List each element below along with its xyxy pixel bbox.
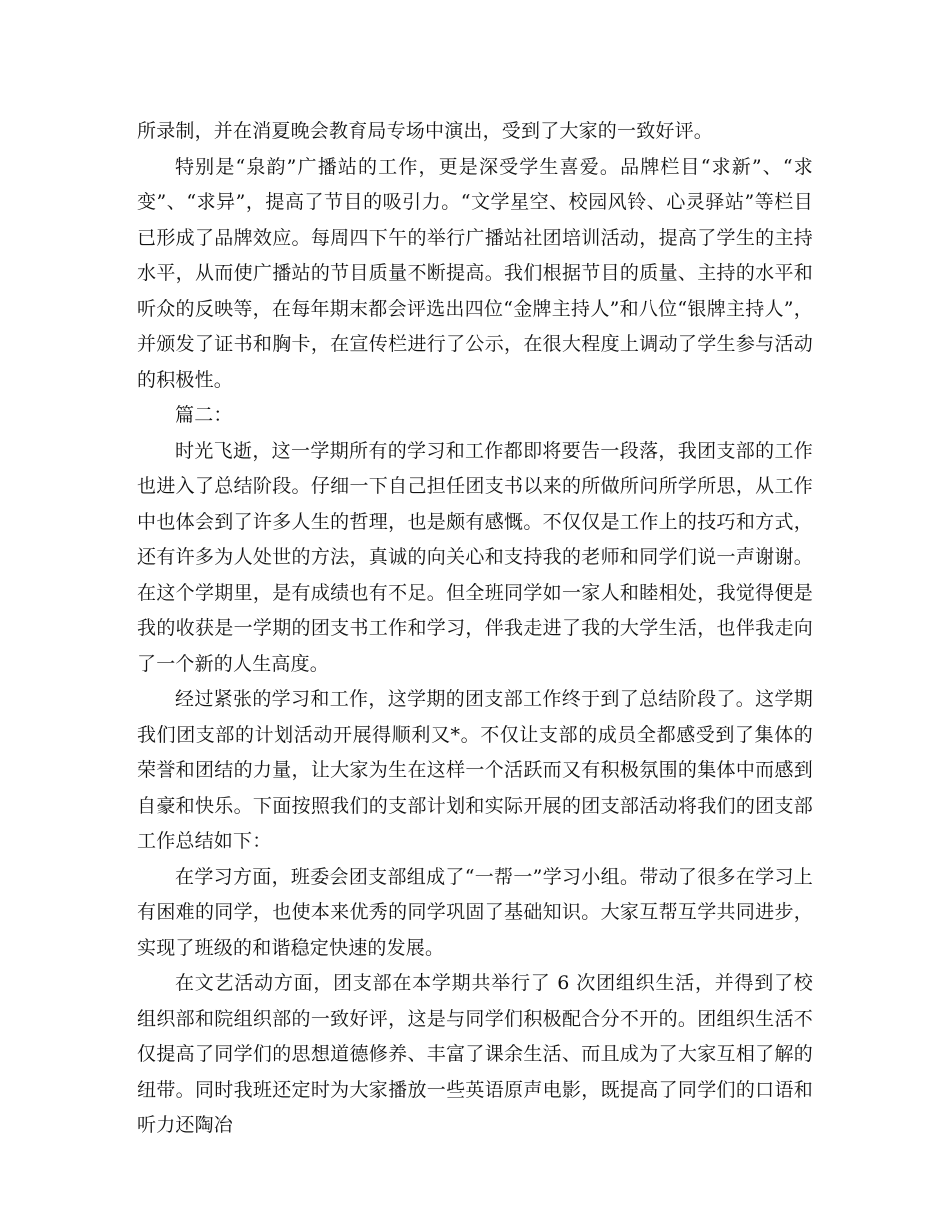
document-body: [137, 114, 813, 1144]
paragraph-arts-activities: 在文艺活动方面，团支部在本学期共举行了 6 次团组织生活，并得到了校组织部和院组织部的一致好评，这是与同学们积极配合分不开的。团组织生活不仅提高了同学们的思想道德修养、丰富了课余生活、而且成为了大家互相了解的纽带。同时我班还定时为大家播放一些英语原声电影，既提高了同学们的口语和听力还陶冶: [137, 972, 813, 1136]
paragraph-continuation: 所录制，并在消夏晚会教育局专场中演出，受到了大家的一致好评。: [137, 120, 714, 142]
paragraph-league-branch-summary: 经过紧张的学习和工作，这学期的团支部工作终于到了总结阶段了。这学期我们团支部的计划活动开展得顺利又*。不仅让支部的成员全都感受到了集体的荣誉和团结的力量，让大家为生在这样一个活跃而又有积极氛围的集体中而感到自豪和快乐。下面按照我们的支部计划和实际开展的团支部活动将我们的团支部工作总结如下：: [137, 688, 813, 852]
paragraph-broadcast-station: 特别是“泉韵”广播站的工作，更是深受学生喜爱。品牌栏目“求新”、“求变”、“求异”，提高了节目的吸引力。“文学星空、校园风铃、心灵驿站”等栏目已形成了品牌效应。每周四下午的举行广播站社团培训活动，提高了学生的主持水平，从而使广播站的节目质量不断提高。我们根据节目的质量、主持的水平和听众的反映等，在每年期末都会评选出四位“金牌主持人”和八位“银牌主持人”，并颁发了证书和胸卡，在宣传栏进行了公示，在很大程度上调动了学生参与活动的积极性。: [137, 155, 813, 391]
paragraph-study: 在学习方面，班委会团支部组成了“一帮一”学习小组。带动了很多在学习上有困难的同学，也使本来优秀的同学巩固了基础知识。大家互帮互学共同进步，实现了班级的和谐稳定快速的发展。: [137, 865, 813, 959]
paragraph-semester-review: 时光飞逝，这一学期所有的学习和工作都即将要告一段落，我团支部的工作也进入了总结阶段。仔细一下自己担任团支书以来的所做所问所学所思，从工作中也体会到了许多人生的哲理，也是颇有感慨。不仅仅是工作上的技巧和方式，还有许多为人处世的方法，真诚的向关心和支持我的老师和同学们说一声谢谢。在这个学期里，是有成绩也有不足。但全班同学如一家人和睦相处，我觉得便是我的收获是一学期的团支书工作和学习，伴我走进了我的大学生活，也伴我走向了一个新的人生高度。: [137, 439, 813, 675]
section-heading-part-two: 篇二：: [175, 404, 233, 426]
